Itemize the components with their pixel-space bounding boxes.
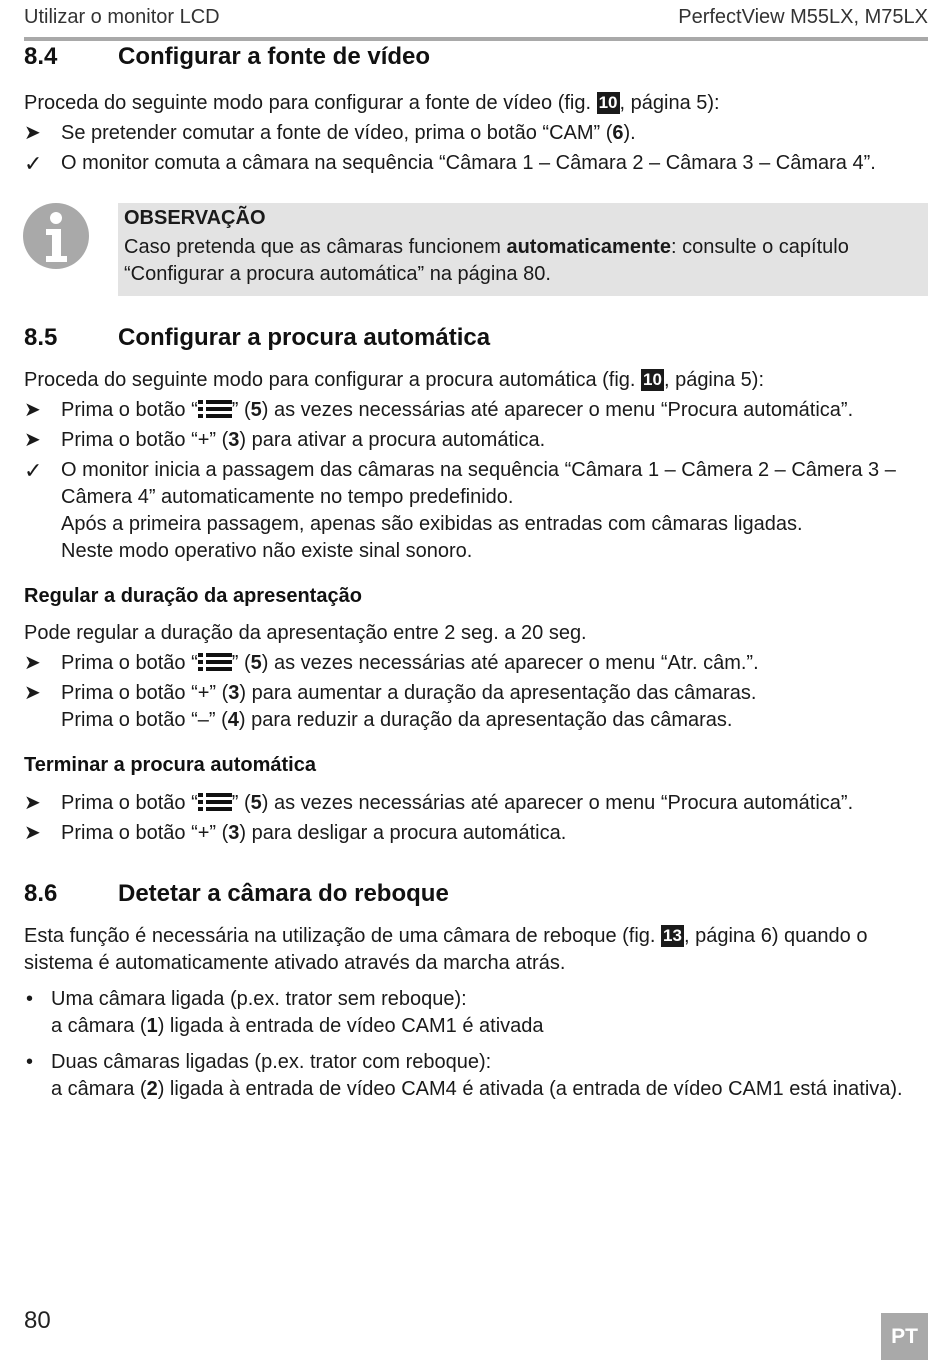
figure-ref: 13 xyxy=(663,926,682,945)
subheading-terminate: Terminar a procura automática xyxy=(24,754,316,776)
note-box xyxy=(118,203,928,296)
subheading-duration: Regular a duração da apresentação xyxy=(24,585,362,607)
section-8-6-intro: Esta função é necessária na utilização de uma câmara de reboque (fig. 13 , página 6) quando o sistema é automaticamente ativado através da marcha atrás. xyxy=(24,925,868,974)
figure-ref: 10 xyxy=(598,93,618,112)
page-number: 80 xyxy=(24,1307,51,1334)
info-icon xyxy=(22,202,90,270)
section-number: 8.5 xyxy=(24,324,58,351)
arrow-right-icon xyxy=(24,650,54,677)
key-number: 5 xyxy=(250,792,262,814)
arrow-right-icon xyxy=(24,790,54,817)
key-number: 6 xyxy=(612,122,624,144)
arrow-right-icon xyxy=(24,680,54,707)
note-title: OBSERVAÇÃO xyxy=(124,207,266,229)
key-number: 3 xyxy=(228,822,240,844)
key-number: 4 xyxy=(227,709,239,731)
arrow-right-icon xyxy=(24,820,54,847)
menu-list-icon xyxy=(198,792,232,812)
key-number: 5 xyxy=(250,399,262,421)
arrow-right-icon xyxy=(24,427,54,454)
bullet-icon: • xyxy=(26,988,34,1010)
header-right: PerfectView M55LX, M75LX xyxy=(678,6,928,28)
section-8-5-intro: Proceda do seguinte modo para configurar a procura automática (fig. 10 , página 5): xyxy=(24,369,765,391)
menu-list-icon xyxy=(198,652,232,672)
header-left: Utilizar o monitor LCD xyxy=(24,6,220,28)
page-header xyxy=(24,6,928,32)
section-number: 8.4 xyxy=(24,43,58,70)
arrow-right-icon xyxy=(24,397,54,424)
bullet-icon: • xyxy=(26,1051,34,1073)
key-number: 3 xyxy=(228,429,240,451)
arrow-right-icon xyxy=(24,120,54,147)
section-number: 8.6 xyxy=(24,880,58,907)
note-text: Caso pretenda que as câmaras funcionem automaticamente: consulte o capítulo “Configurar a procura automática” na página 80. xyxy=(124,236,849,285)
section-8-4-intro: Proceda do seguinte modo para configurar a fonte de vídeo (fig. 10 , página 5): xyxy=(24,92,720,114)
section-title: Configurar a procura automática xyxy=(118,324,491,351)
key-number: 2 xyxy=(146,1078,158,1100)
header-rule xyxy=(24,37,928,41)
section-title: Detetar a câmara do reboque xyxy=(118,880,449,907)
menu-list-icon xyxy=(198,399,232,419)
key-number: 1 xyxy=(146,1015,158,1037)
language-badge: PT xyxy=(881,1313,928,1360)
figure-ref: 10 xyxy=(643,370,662,389)
section-title: Configurar a fonte de vídeo xyxy=(118,43,431,70)
section-8-6-heading xyxy=(24,880,449,908)
checkmark-icon xyxy=(24,457,54,486)
section-8-5-heading xyxy=(24,324,490,352)
section-8-4-heading xyxy=(24,43,430,71)
key-number: 3 xyxy=(228,682,240,704)
checkmark-icon xyxy=(24,150,54,179)
key-number: 5 xyxy=(250,652,262,674)
duration-intro: Pode regular a duração da apresentação entre 2 seg. a 20 seg. xyxy=(24,622,587,644)
